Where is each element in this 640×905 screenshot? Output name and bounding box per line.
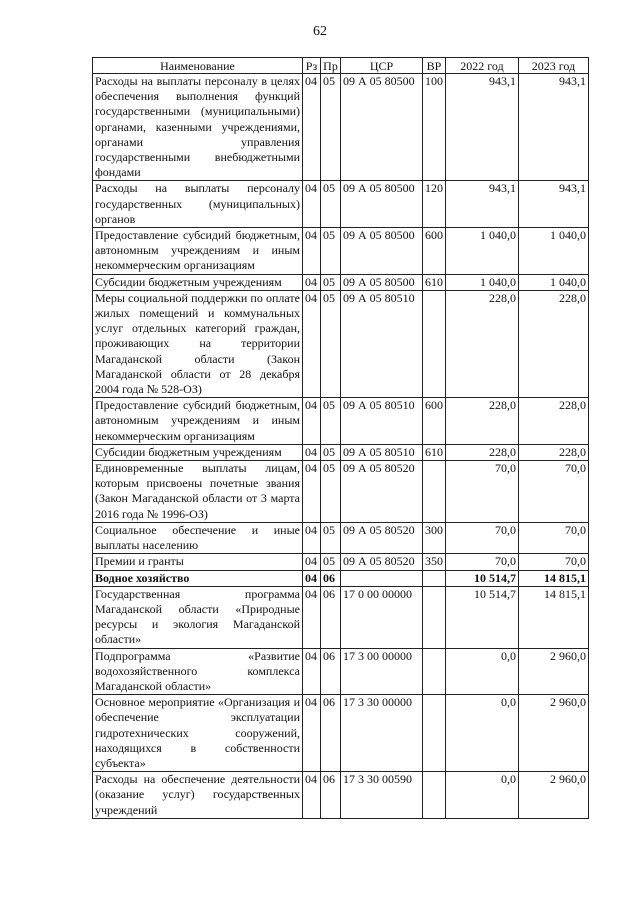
- row-vr: [423, 648, 446, 695]
- row-amount-2022: 0,0: [446, 772, 519, 819]
- row-pr: 06: [321, 648, 341, 695]
- row-csr: 09 А 05 80510: [341, 290, 423, 397]
- row-amount-2023: 70,0: [519, 554, 589, 570]
- row-amount-2023: 2 960,0: [519, 772, 589, 819]
- row-vr: 300: [423, 522, 446, 553]
- row-rz: 04: [303, 522, 321, 553]
- row-name: Расходы на обеспечение деятельности (оказание услуг) государственных учреждений: [93, 772, 303, 819]
- row-name: Расходы на выплаты персоналу государственных (муниципальных) органов: [93, 181, 303, 228]
- row-csr: 09 А 05 80500: [341, 181, 423, 228]
- budget-table: [92, 57, 589, 819]
- row-rz: 04: [303, 554, 321, 570]
- row-amount-2023: 2 960,0: [519, 695, 589, 772]
- row-rz: 04: [303, 228, 321, 275]
- row-pr: 06: [321, 695, 341, 772]
- row-pr: 05: [321, 274, 341, 290]
- row-amount-2022: 943,1: [446, 74, 519, 181]
- table-row: [93, 274, 589, 290]
- row-pr: 05: [321, 461, 341, 523]
- row-name: Водное хозяйство: [93, 570, 303, 586]
- header-name: Наименование: [93, 58, 303, 74]
- row-pr: 05: [321, 290, 341, 397]
- header-rz: Рз: [303, 58, 321, 74]
- row-name: Социальное обеспечение и иные выплаты населению: [93, 522, 303, 553]
- row-amount-2023: 228,0: [519, 444, 589, 460]
- header-2023: 2023 год: [519, 58, 589, 74]
- table-row: [93, 228, 589, 275]
- row-name: Меры социальной поддержки по оплате жилых помещений и коммунальных услуг отдельных категорий граждан, проживающих на территории Магаданской области (Закон Магаданской области от 28 декабря 2004 года № 528-ОЗ): [93, 290, 303, 397]
- table-row: [93, 444, 589, 460]
- row-name: Подпрограмма «Развитие водохозяйственного комплекса Магаданской области»: [93, 648, 303, 695]
- row-csr: [341, 570, 423, 586]
- row-vr: 100: [423, 74, 446, 181]
- row-amount-2022: 70,0: [446, 461, 519, 523]
- row-pr: 05: [321, 398, 341, 445]
- row-amount-2022: 70,0: [446, 554, 519, 570]
- row-amount-2023: 14 815,1: [519, 570, 589, 586]
- row-amount-2023: 943,1: [519, 74, 589, 181]
- row-name: Субсидии бюджетным учреждениям: [93, 444, 303, 460]
- table-row: [93, 522, 589, 553]
- row-csr: 17 3 00 00000: [341, 648, 423, 695]
- row-vr: [423, 695, 446, 772]
- row-pr: 05: [321, 74, 341, 181]
- row-csr: 09 А 05 80500: [341, 74, 423, 181]
- row-rz: 04: [303, 181, 321, 228]
- row-csr: 09 А 05 80500: [341, 274, 423, 290]
- row-vr: [423, 586, 446, 648]
- page-number: 62: [313, 24, 327, 39]
- row-vr: 350: [423, 554, 446, 570]
- row-vr: 120: [423, 181, 446, 228]
- header-vr: ВР: [423, 58, 446, 74]
- row-name: Предоставление субсидий бюджетным, автономным учреждениям и иным некоммерческим организациям: [93, 228, 303, 275]
- row-amount-2022: 0,0: [446, 695, 519, 772]
- row-rz: 04: [303, 274, 321, 290]
- row-vr: [423, 570, 446, 586]
- row-rz: 04: [303, 772, 321, 819]
- row-rz: 04: [303, 74, 321, 181]
- row-pr: 06: [321, 586, 341, 648]
- row-rz: 04: [303, 648, 321, 695]
- row-name: Премии и гранты: [93, 554, 303, 570]
- row-amount-2022: 1 040,0: [446, 274, 519, 290]
- row-name: Расходы на выплаты персоналу в целях обеспечения выполнения функций государственными (муниципальными) органами, казенными учреждениями, органами управления государственными внебюджетными фондами: [93, 74, 303, 181]
- table-row: [93, 461, 589, 523]
- row-amount-2022: 0,0: [446, 648, 519, 695]
- row-amount-2023: 70,0: [519, 461, 589, 523]
- row-amount-2023: 14 815,1: [519, 586, 589, 648]
- row-csr: 17 0 00 00000: [341, 586, 423, 648]
- row-name: Субсидии бюджетным учреждениям: [93, 274, 303, 290]
- table-row: [93, 554, 589, 570]
- row-rz: 04: [303, 398, 321, 445]
- table-row-section: [93, 570, 589, 586]
- row-rz: 04: [303, 461, 321, 523]
- row-csr: 17 3 30 00000: [341, 695, 423, 772]
- row-amount-2022: 70,0: [446, 522, 519, 553]
- row-pr: 05: [321, 228, 341, 275]
- row-amount-2023: 1 040,0: [519, 228, 589, 275]
- row-pr: 05: [321, 181, 341, 228]
- table-row: [93, 772, 589, 819]
- row-vr: 600: [423, 398, 446, 445]
- row-csr: 09 А 05 80510: [341, 444, 423, 460]
- row-name: Предоставление субсидий бюджетным, автономным учреждениям и иным некоммерческим организациям: [93, 398, 303, 445]
- row-pr: 05: [321, 522, 341, 553]
- row-vr: [423, 461, 446, 523]
- row-amount-2023: 1 040,0: [519, 274, 589, 290]
- row-amount-2023: 943,1: [519, 181, 589, 228]
- row-rz: 04: [303, 586, 321, 648]
- row-vr: [423, 290, 446, 397]
- row-rz: 04: [303, 570, 321, 586]
- row-vr: 610: [423, 444, 446, 460]
- row-rz: 04: [303, 444, 321, 460]
- table-row: [93, 648, 589, 695]
- table-row: [93, 398, 589, 445]
- header-2022: 2022 год: [446, 58, 519, 74]
- row-amount-2022: 10 514,7: [446, 586, 519, 648]
- row-csr: 09 А 05 80500: [341, 228, 423, 275]
- row-csr: 17 3 30 00590: [341, 772, 423, 819]
- row-csr: 09 А 05 80520: [341, 522, 423, 553]
- row-csr: 09 А 05 80520: [341, 554, 423, 570]
- row-pr: 05: [321, 554, 341, 570]
- table-header-row: [93, 58, 589, 74]
- row-amount-2023: 2 960,0: [519, 648, 589, 695]
- row-name: Основное мероприятие «Организация и обеспечение эксплуатации гидротехнических сооружений, находящихся в собственности субъекта»: [93, 695, 303, 772]
- row-csr: 09 А 05 80510: [341, 398, 423, 445]
- table-row: [93, 290, 589, 397]
- header-pr: Пр: [321, 58, 341, 74]
- table-row: [93, 695, 589, 772]
- row-vr: 610: [423, 274, 446, 290]
- row-amount-2022: 228,0: [446, 398, 519, 445]
- table-row: [93, 74, 589, 181]
- header-csr: ЦСР: [341, 58, 423, 74]
- row-amount-2022: 1 040,0: [446, 228, 519, 275]
- row-amount-2022: 228,0: [446, 444, 519, 460]
- row-name: Государственная программа Магаданской области «Природные ресурсы и экология Магаданской области»: [93, 586, 303, 648]
- table-row: [93, 181, 589, 228]
- row-amount-2023: 70,0: [519, 522, 589, 553]
- row-csr: 09 А 05 80520: [341, 461, 423, 523]
- row-pr: 05: [321, 444, 341, 460]
- table-body: [93, 74, 589, 819]
- row-rz: 04: [303, 290, 321, 397]
- row-vr: [423, 772, 446, 819]
- row-rz: 04: [303, 695, 321, 772]
- table-row: [93, 586, 589, 648]
- row-amount-2022: 943,1: [446, 181, 519, 228]
- row-amount-2023: 228,0: [519, 398, 589, 445]
- row-pr: 06: [321, 772, 341, 819]
- row-amount-2023: 228,0: [519, 290, 589, 397]
- row-amount-2022: 228,0: [446, 290, 519, 397]
- row-vr: 600: [423, 228, 446, 275]
- row-amount-2022: 10 514,7: [446, 570, 519, 586]
- row-name: Единовременные выплаты лицам, которым присвоены почетные звания (Закон Магаданской области от 3 марта 2016 года № 1996-ОЗ): [93, 461, 303, 523]
- row-pr: 06: [321, 570, 341, 586]
